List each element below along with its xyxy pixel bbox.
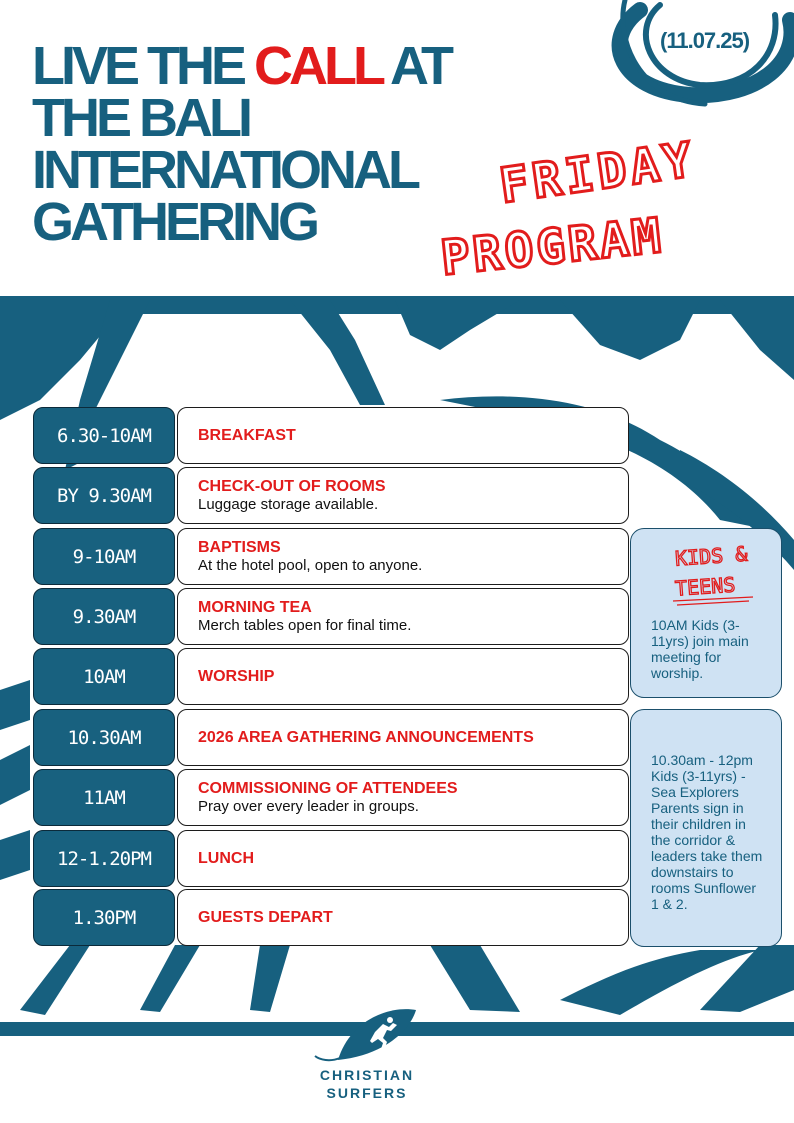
kids-heading-line-2: TEENS <box>674 572 737 601</box>
item-title: CHECK-OUT OF ROOMS <box>198 477 386 495</box>
title-part-2: AT THE BALI INTERNATIONAL GATHERING <box>32 36 451 252</box>
item-description: Pray over every leader in groups. <box>198 797 419 815</box>
kids-note-worship: 10AM Kids (3-11yrs) join main meeting for worship. <box>651 617 749 681</box>
schedule-item <box>177 769 629 826</box>
item-title: COMMISSIONING OF ATTENDEES <box>198 779 458 797</box>
time-slot: BY 9.30AM <box>33 467 175 524</box>
bottom-palm-leaves <box>20 945 794 1015</box>
page-title <box>32 36 502 252</box>
schedule-item <box>177 709 629 766</box>
kids-program-panel <box>630 709 782 947</box>
schedule-item <box>177 528 629 585</box>
item-title: BAPTISMS <box>198 538 281 556</box>
time-slot: 10.30AM <box>33 709 175 766</box>
item-title: GUESTS DEPART <box>198 908 333 926</box>
item-title: 2026 AREA GATHERING ANNOUNCEMENTS <box>198 728 534 746</box>
logo-text <box>0 1066 734 1102</box>
day-label-line-2: PROGRAM <box>438 207 667 287</box>
logo-line-1: CHRISTIAN <box>319 1067 415 1083</box>
item-description: Luggage storage available. <box>198 495 379 513</box>
day-label <box>438 128 770 287</box>
day-label-line-1: FRIDAY <box>496 131 700 215</box>
title-highlight: CALL <box>254 36 382 96</box>
item-title: BREAKFAST <box>198 426 296 444</box>
kids-teens-heading <box>653 535 773 611</box>
kids-heading-line-1: KIDS & <box>674 541 749 571</box>
title-part-1: LIVE THE <box>32 36 255 96</box>
item-title: WORSHIP <box>198 667 275 685</box>
item-title: MORNING TEA <box>198 598 312 616</box>
kids-teens-panel <box>630 528 782 698</box>
logo-line-2: SURFERS <box>326 1085 408 1101</box>
time-slot: 11AM <box>33 769 175 826</box>
schedule-item <box>177 467 629 524</box>
time-slot: 12-1.20PM <box>33 830 175 887</box>
time-slot: 10AM <box>33 648 175 705</box>
schedule-item <box>177 830 629 887</box>
time-slot: 9-10AM <box>33 528 175 585</box>
kids-note-sea-explorers: 10.30am - 12pm Kids (3-11yrs) - Sea Explorers Parents sign in their children in the corridor & leaders take them downstairs to rooms Sunflower 1 & 2. <box>651 752 763 912</box>
schedule-item <box>177 648 629 705</box>
time-slot: 9.30AM <box>33 588 175 645</box>
item-description: At the hotel pool, open to anyone. <box>198 556 423 574</box>
event-date: (11.07.25) <box>660 28 750 53</box>
time-slot: 6.30-10AM <box>33 407 175 464</box>
schedule-item <box>177 407 629 464</box>
time-slot: 1.30PM <box>33 889 175 946</box>
item-title: LUNCH <box>198 849 254 867</box>
schedule-item <box>177 588 629 645</box>
schedule-item <box>177 889 629 946</box>
item-description: Merch tables open for final time. <box>198 616 412 634</box>
